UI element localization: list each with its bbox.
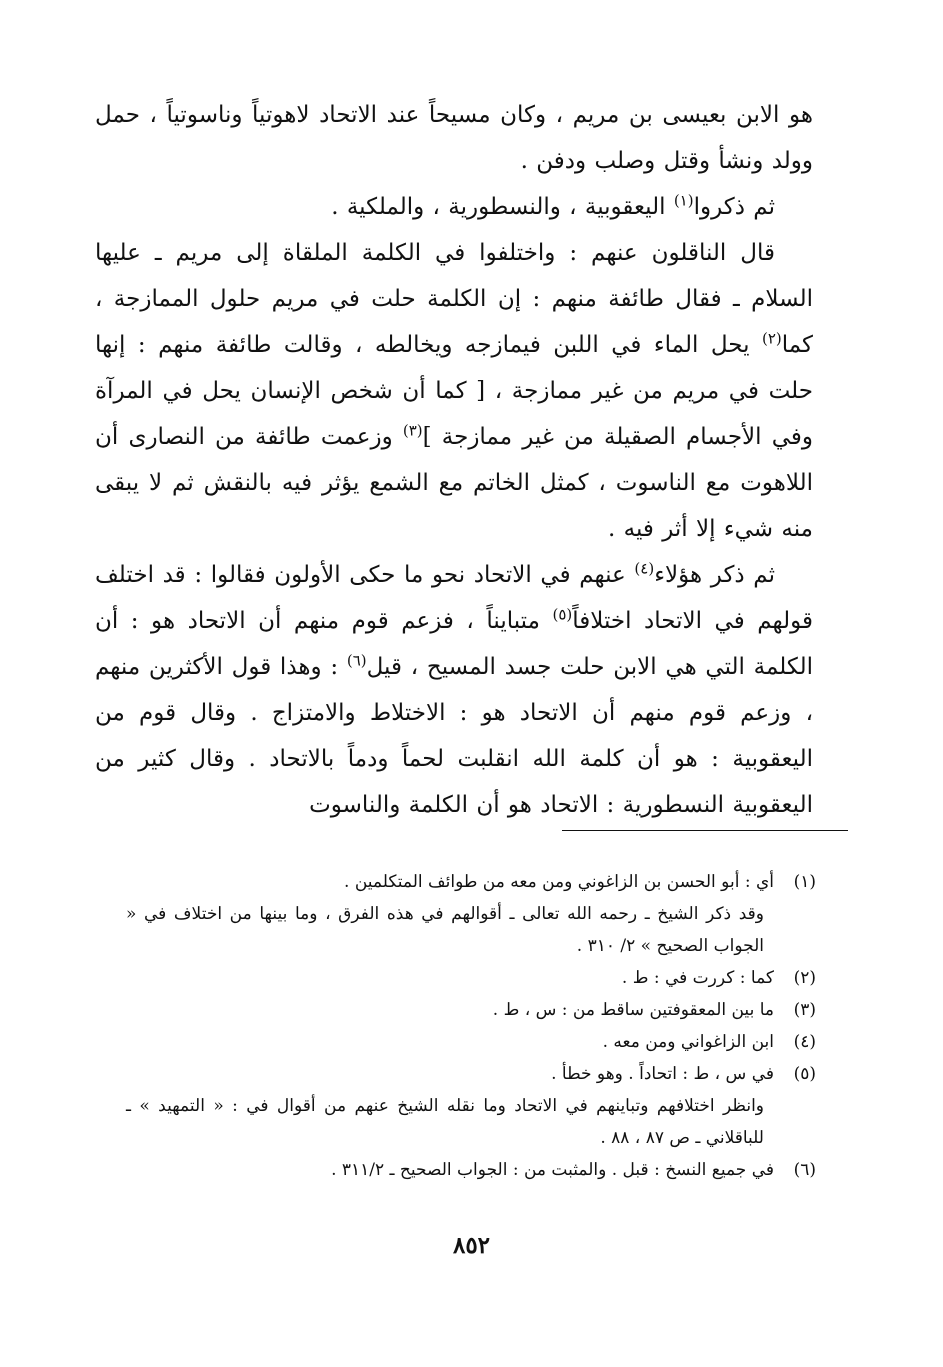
paragraph-text: ثم ذكروا [693, 194, 775, 220]
footnote-number: (٦) [793, 1160, 816, 1180]
footnote-continuation: وقد ذكر الشيخ ـ رحمه الله تعالى ـ أقوالهم في هذه الفرق ، وما بينها من اختلاف في « الجواب الصحيح » ٢/ ٣١٠ . [126, 904, 764, 956]
footnote-text: في جميع النسخ : قبل . والمثبت من : الجواب الصحيح ـ ٣١١/٢ . [331, 1160, 774, 1180]
paragraph-text: متبايناً ، فزعم قوم منهم أن الاتحاد هو : أن الكلمة التي هي الابن حلت جسد المسيح ، قيل [95, 608, 813, 680]
footnote-body [126, 1154, 774, 1186]
footnote-item [126, 994, 816, 1026]
footnotes-section [126, 866, 816, 1186]
paragraph-text: وزعمت طائفة من النصارى أن اللاهوت مع الناسوت ، كمثل الخاتم مع الشمع يؤثر فيه بالنقش ثم لا يبقى منه شيء إلا أثر فيه . [95, 424, 813, 542]
footnote-continuation: وانظر اختلافهم وتباينهم في الاتحاد وما نقله الشيخ عنهم من أقوال في : « التمهيد » ـ للباقلاني ـ ص ٨٧ ، ٨٨ . [126, 1096, 764, 1148]
main-text-block [95, 92, 813, 828]
footnote-text: ابن الزاغواني ومن معه . [602, 1032, 774, 1052]
footnote-body [126, 994, 774, 1026]
paragraph-text: هو الابن بعيسى بن مريم ، وكان مسيحاً عند الاتحاد لاهوتياً وناسوتياً ، حمل وولد ونشأ وقتل وصلب ودفن . [95, 102, 813, 174]
footnote-item [126, 1154, 816, 1186]
footnote-text: أي : أبو الحسن بن الزاغوني ومن معه من طوائف المتكلمين . [344, 872, 774, 892]
body-paragraph [95, 184, 813, 230]
footnote-item [126, 962, 816, 994]
body-paragraph [95, 230, 813, 552]
paragraph-text: قال الناقلون عنهم : واختلفوا في الكلمة الملقاة إلى مريم ـ عليها السلام ـ فقال طائفة منهم : إن الكلمة حلت في مريم حلول الممازجة ، كما [95, 240, 813, 358]
footnote-number: (٢) [793, 968, 816, 988]
footnote-reference: (٤) [634, 559, 655, 578]
footnote-text: ما بين المعقوفتين ساقط من : س ، ط . [492, 1000, 774, 1020]
footnote-item [126, 1026, 816, 1058]
footnote-number: (١) [793, 872, 816, 892]
footnote-reference: (٦) [346, 651, 367, 670]
footnote-item [126, 866, 816, 962]
body-paragraph [95, 92, 813, 184]
footnote-body [126, 1026, 774, 1058]
paragraph-text: : وهذا قول الأكثرين منهم ، وزعم قوم منهم أن الاتحاد هو : الاختلاط والامتزاج . وقال قوم من اليعقوبية : هو أن كلمة الله انقلبت لحماً ودماً بالاتحاد . وقال كثير من اليعقوبية النسطورية : الاتحاد هو أن الكلمة والناسوت [95, 654, 813, 818]
body-paragraph [95, 552, 813, 828]
paragraph-text: يحل الماء في اللبن فيمازجه ويخالطه ، وقالت طائفة منهم : إنها حلت في مريم من غير ممازجة ، [ كما أن شخص الإنسان يحل في المرآة وفي الأجسام الصقيلة من غير ممازجة ] [95, 332, 813, 450]
footnote-body [126, 962, 774, 994]
paragraph-text: عنهم في الاتحاد نحو ما حكى الأولون فقالوا : قد اختلف قولهم في الاتحاد اختلافاً [95, 562, 814, 634]
page-number: ٨٥٢ [452, 1232, 491, 1259]
footnote-number: (٣) [793, 1000, 816, 1020]
footnote-body [126, 1058, 774, 1154]
footnote-text: في س ، ط : اتحاداً . وهو خطأ . [551, 1064, 774, 1084]
footnote-reference: (٥) [552, 605, 573, 624]
footnote-reference: (٢) [761, 329, 782, 348]
paragraph-text: ثم ذكر هؤلاء [654, 562, 776, 588]
footnote-item [126, 1058, 816, 1154]
paragraph-text: اليعقوبية ، والنسطورية ، والملكية . [331, 194, 674, 220]
footnote-separator [562, 830, 848, 831]
footnote-number: (٥) [793, 1064, 816, 1084]
footnote-number: (٤) [793, 1032, 816, 1052]
footnote-reference: (١) [673, 191, 694, 210]
footnote-body [126, 866, 774, 962]
body-paragraphs [95, 92, 813, 828]
footnote-text: كما : كررت في : ط . [621, 968, 774, 988]
footnote-reference: (٣) [402, 421, 423, 440]
